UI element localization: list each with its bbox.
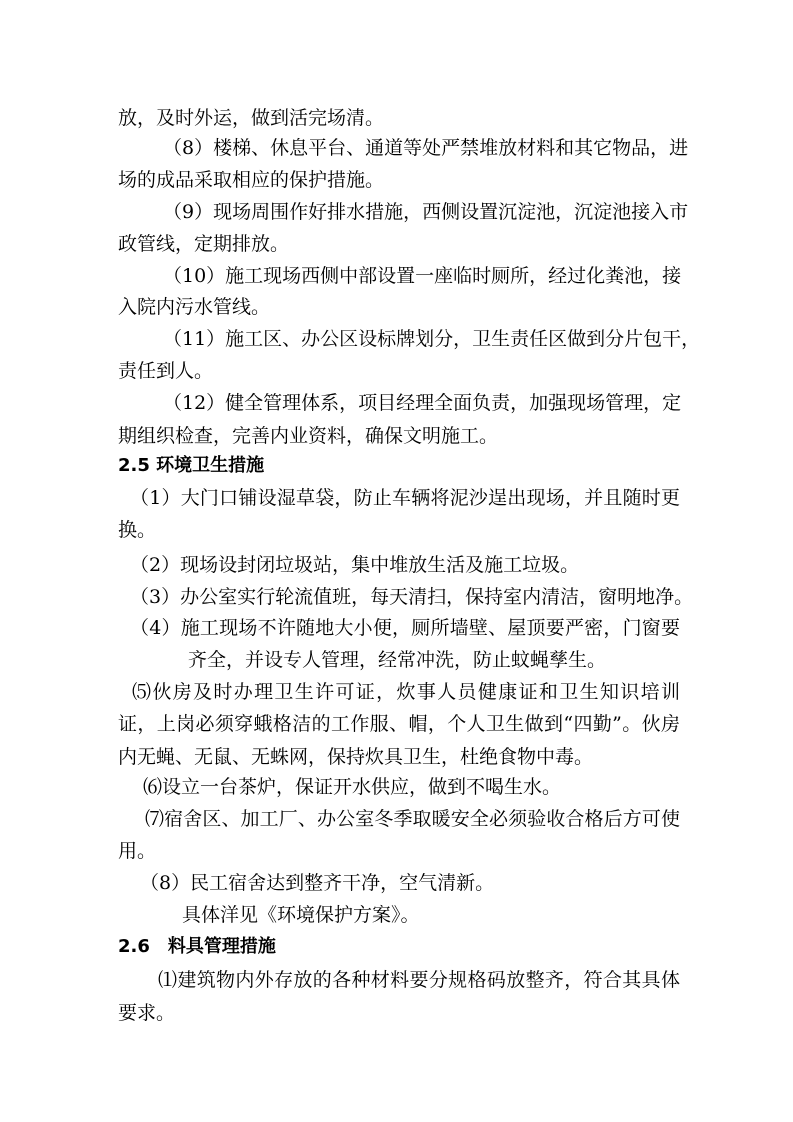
- text-line: 政管线，定期排放。: [118, 233, 290, 255]
- text-line: 用。: [118, 840, 157, 862]
- text-line: 场的成品采取相应的保护措施。: [118, 169, 385, 191]
- section-heading: 2.6 料具管理措施: [118, 936, 276, 957]
- text-line: 责任到人。: [118, 360, 214, 382]
- text-line: ⑸伙房及时办理卫生许可证，炊事人员健康证和卫生知识培训: [132, 681, 680, 703]
- text-line: 换。: [118, 519, 157, 541]
- text-line: 齐全，并设专人管理，经常冲洗，防止蚊蝇孳生。: [188, 649, 607, 671]
- text-line: （4）施工现场不许随地大小便，厕所墙壁、屋顶要严密，门窗要: [130, 617, 680, 639]
- text-line: 内无蝇、无鼠、无蛛网，保持炊具卫生，杜绝食物中毒。: [118, 746, 594, 768]
- text-line: （8）民工宿舍达到整齐干净，空气清新。: [140, 872, 495, 894]
- text-line: （12）健全管理体系，项目经理全面负责，加强现场管理，定: [163, 392, 682, 414]
- text-line: （10）施工现场西侧中部设置一座临时厕所，经过化粪池，接: [163, 265, 682, 287]
- text-line: （3）办公室实行轮流值班，每天清扫，保持室内清洁，窗明地净。: [130, 586, 694, 608]
- text-line: ⑴建筑物内外存放的各种材料要分规格码放整齐，符合其具体: [158, 969, 680, 991]
- text-line: 要求。: [118, 1002, 176, 1024]
- text-line: （8）楼梯、休息平台、通道等处严禁堆放材料和其它物品，进: [163, 137, 689, 159]
- text-line: （2）现场设封闭垃圾站，集中堆放生活及施工垃圾。: [130, 554, 580, 576]
- text-line: 期组织检查，完善内业资料，确保文明施工。: [118, 425, 499, 447]
- text-line: ⑹设立一台茶炉，保证开水供应，做到不喝生水。: [143, 776, 562, 798]
- text-line: 证，上岗必须穿蛾格洁的工作服、帽，个人卫生做到“四勤”。伙房: [118, 713, 680, 735]
- text-line: 具体洋见《环境保护方案》。: [182, 904, 420, 926]
- text-line: ⑺宿舍区、加工厂、办公室冬季取暖安全必须验收合格后方可使: [145, 808, 680, 830]
- section-heading: 2.5 环境卫生措施: [118, 455, 265, 476]
- text-line: （1）大门口铺设湿草袋，防止车辆将泥沙逞出现场，并且随时更: [130, 487, 680, 509]
- text-line: （9）现场周围作好排水措施，西侧设置沉淀池，沉淀池接入市: [163, 201, 689, 223]
- text-line: 放，及时外运，做到活完场清。: [118, 107, 385, 129]
- text-line: 入院内污水管线。: [118, 296, 271, 318]
- text-line: （11）施工区、办公区设标牌划分，卫生责任区做到分片包干，: [163, 328, 701, 350]
